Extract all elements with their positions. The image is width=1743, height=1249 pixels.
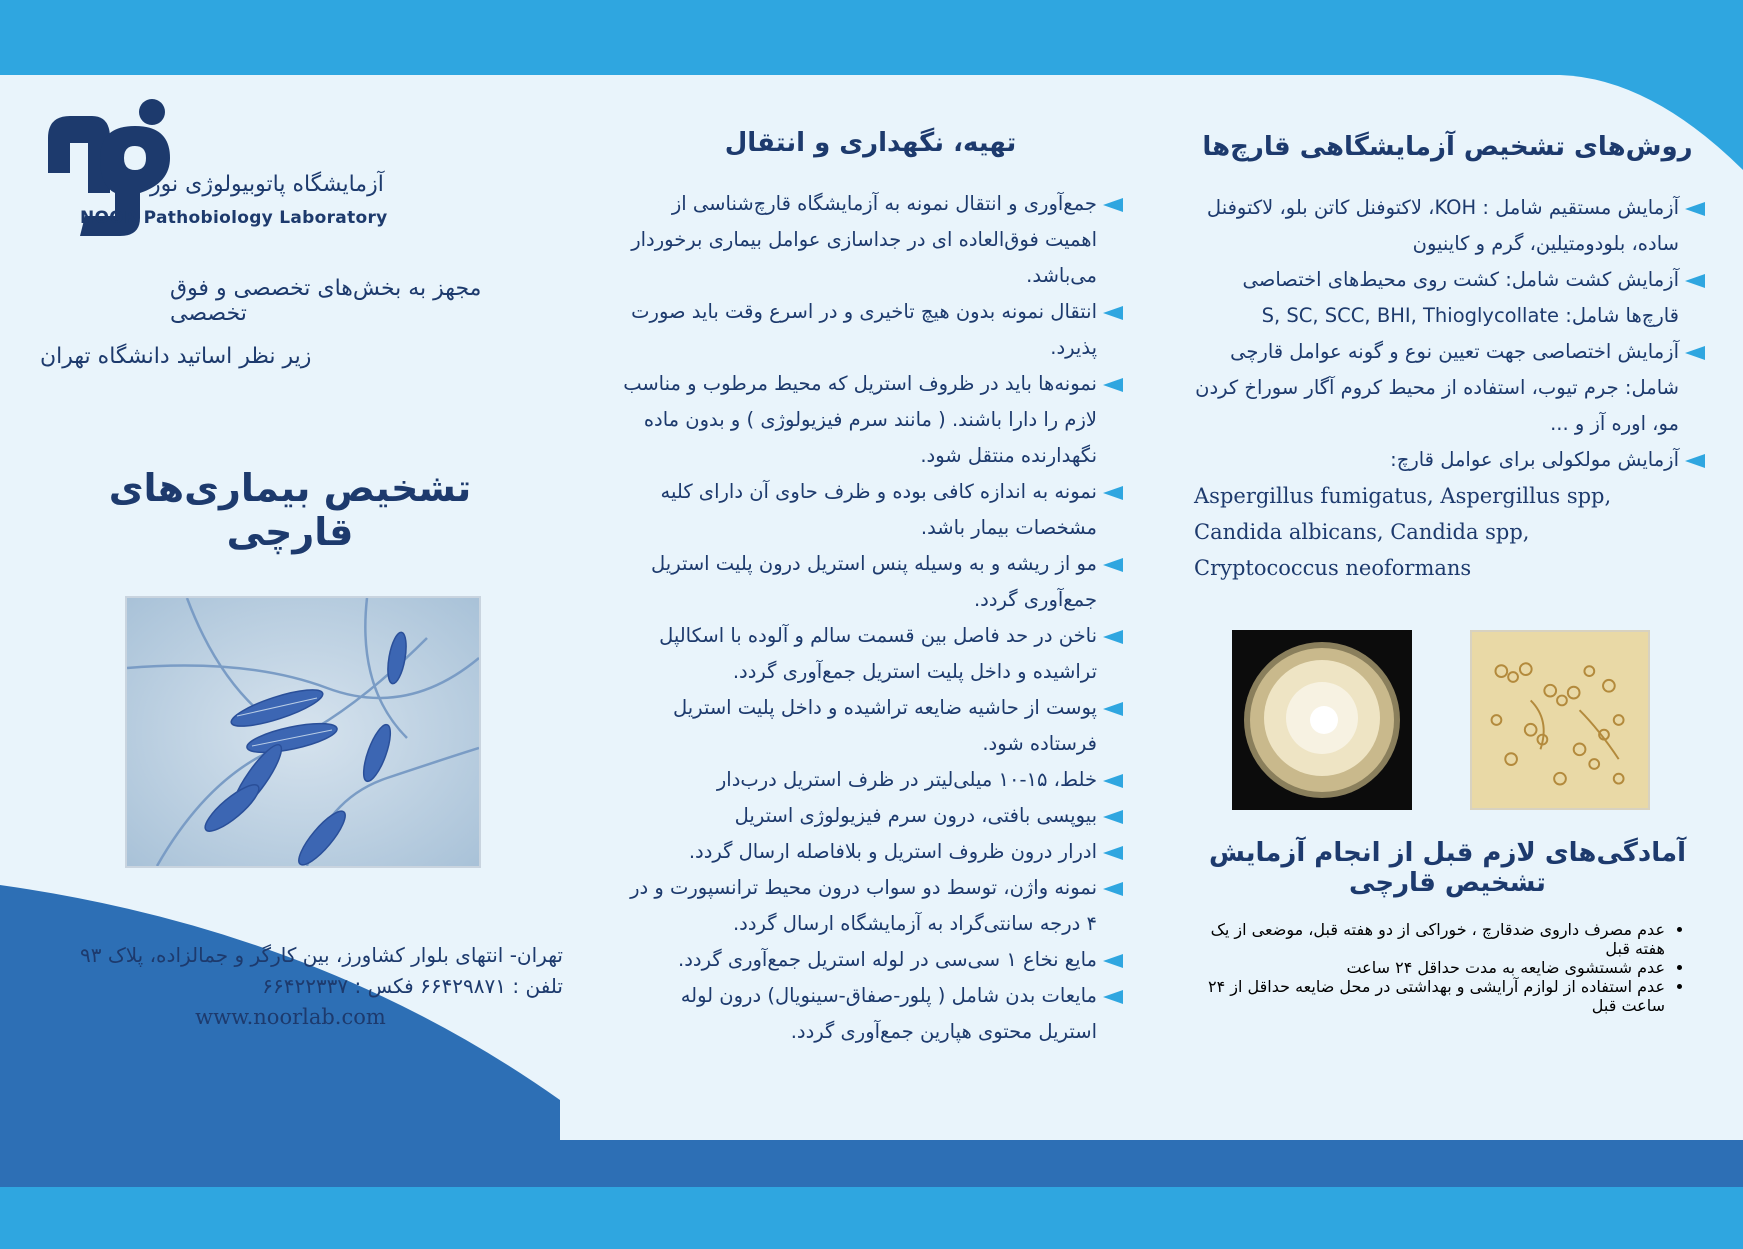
list-item: نمونه‌ها باید در ظروف استریل که محیط مرطوب و مناسب لازم را دارا باشند. ( مانند سرم فیزیولوژی ) و بدون ماده نگهدارنده منتقل شود.	[618, 366, 1123, 474]
diagnostic-methods-list	[1190, 190, 1705, 478]
list-item: آزمایش اختصاصی جهت تعیین نوع و گونه عوامل قارچی شامل: جرم تیوب، استفاده از محیط کروم آگار سوراخ کردن مو، اوره آز و ...	[1190, 334, 1705, 442]
phone-fax: تلفن : ۶۶۴۲۹۸۷۱ فکس : ۶۶۴۲۲۳۳۷	[262, 974, 563, 998]
specimen-handling-section	[618, 128, 1123, 1050]
tagline-specialized: مجهز به بخش‌های تخصصی و فوق تخصصی	[170, 276, 482, 326]
list-item: ادرار درون ظروف استریل و بلافاصله ارسال گردد.	[618, 834, 1123, 870]
organism-line: Candida albicans, Candida spp,	[1194, 520, 1530, 544]
list-item: نمونه واژن، توسط دو سواب درون محیط ترانسپورت و در ۴ درجه سانتی‌گراد به آزمایشگاه ارسال گردد.	[618, 870, 1123, 942]
list-item: انتقال نمونه بدون هیچ تاخیری و در اسرع وقت باید صورت پذیرد.	[618, 294, 1123, 366]
list-item: مو از ریشه و به وسیله پنس استریل درون پلیت استریل جمع‌آوری گردد.	[618, 546, 1123, 618]
yeast-microscopy-image	[1470, 630, 1650, 810]
contact-block	[58, 940, 563, 1033]
list-item: بیوپسی بافتی، درون سرم فیزیولوژی استریل	[618, 798, 1123, 834]
preparation-list	[1190, 920, 1705, 1015]
lab-name-fa: آزمایشگاه پاتوبیولوژی نور	[150, 172, 384, 197]
organism-line: Cryptococcus neoformans	[1194, 556, 1472, 580]
list-item: آزمایش مستقیم شامل : KOH، لاکتوفنل کاتن بلو، لاکتوفنل ساده، بلودومتیلین، گرم و کاینیون	[1190, 190, 1705, 262]
diagnostic-methods-title: روش‌های تشخیص آزمایشگاهی قارچ‌ها	[1202, 132, 1693, 162]
list-item: نمونه به اندازه کافی بوده و ظرف حاوی آن دارای کلیه مشخصات بیمار باشد.	[618, 474, 1123, 546]
list-item: • عدم مصرف داروی ضدقارچ ، خوراکی از دو هفته قبل، موضعی از یک هفته قبل	[1190, 920, 1665, 958]
main-title: تشخیص بیماری‌های قارچی	[108, 466, 472, 554]
tagline-supervision: زیر نظر اساتید دانشگاه تهران	[40, 344, 312, 369]
organism-line: Aspergillus fumigatus, Aspergillus spp,	[1194, 484, 1612, 508]
lab-name-en: NOOR Pathobiology Laboratory	[80, 208, 388, 228]
list-item: آزمایش مولکولی برای عوامل قارچ:	[1190, 442, 1705, 478]
list-item: جمع‌آوری و انتقال نمونه به آزمایشگاه قارچ‌شناسی از اهمیت فوق‌العاده ای در جداسازی عوامل بیماری برخوردار می‌باشد.	[618, 186, 1123, 294]
preparation-title: آمادگی‌های لازم قبل از انجام آزمایش تشخیص قارچی	[1208, 838, 1686, 898]
list-item: پوست از حاشیه ضایعه تراشیده و داخل پلیت استریل فرستاده شود.	[618, 690, 1123, 762]
address: تهران- انتهای بلوار کشاورز، بین کارگر و جمالزاده، پلاک ۹۳	[80, 943, 563, 967]
preparation-section	[1190, 838, 1705, 1031]
list-item: • عدم استفاده از لوازم آرایشی و بهداشتی در محل ضایعه حداقل از ۲۴ ساعت قبل	[1190, 977, 1665, 1015]
diagnostic-methods-section	[1190, 132, 1705, 586]
specimen-handling-title: تهیه، نگهداری و انتقال	[724, 128, 1017, 158]
specimen-handling-list	[618, 186, 1123, 1050]
list-item: آزمایش کشت شامل: کشت روی محیط‌های اختصاصی قارچ‌ها شامل: S, SC, SCC, BHI, Thioglycollate	[1190, 262, 1705, 334]
fungal-microscopy-image	[125, 596, 481, 868]
list-item: • عدم شستشوی ضایعه به مدت حداقل ۲۴ ساعت	[1190, 958, 1665, 977]
website-link[interactable]: www.noorlab.com	[195, 1005, 386, 1029]
culture-images	[1232, 630, 1650, 810]
list-item: مایعات بدن شامل ( پلور-صفاق-سینویال) درون لوله استریل محتوی هپارین جمع‌آوری گردد.	[618, 978, 1123, 1050]
list-item: خلط، ۱۵-۱۰ میلی‌لیتر در ظرف استریل درب‌دار	[618, 762, 1123, 798]
list-item: مایع نخاع ۱ سی‌سی در لوله استریل جمع‌آوری گردد.	[618, 942, 1123, 978]
petri-dish-culture-image	[1232, 630, 1412, 810]
list-item: ناخن در حد فاصل بین قسمت سالم و آلوده با اسکالپل تراشیده و داخل پلیت استریل جمع‌آوری گردد.	[618, 618, 1123, 690]
